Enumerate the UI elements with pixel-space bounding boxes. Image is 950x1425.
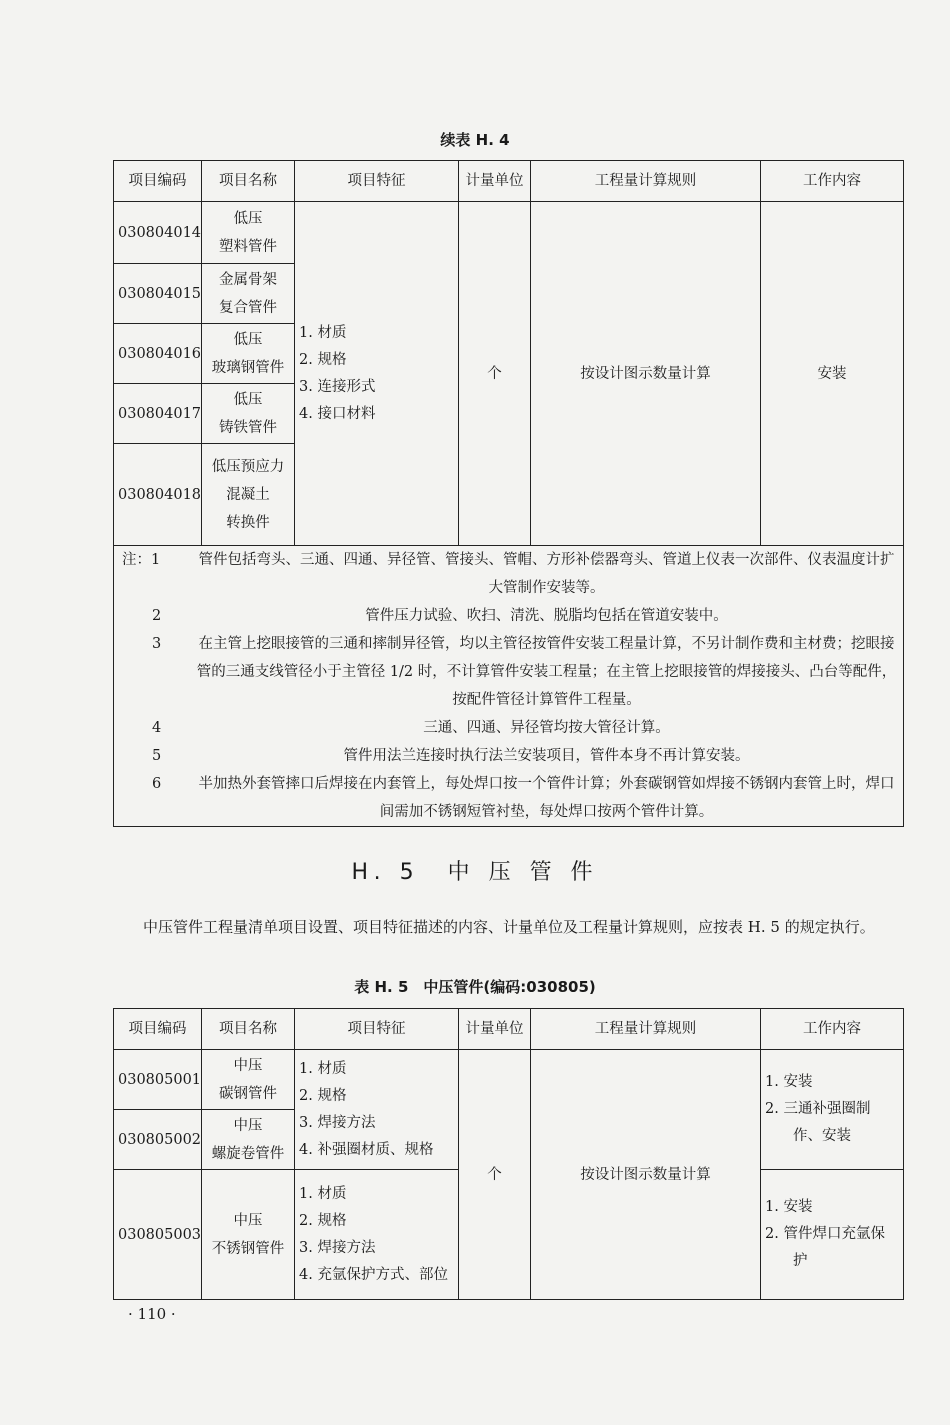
table-notes <box>114 546 904 827</box>
header-name: 项目名称 <box>202 161 295 202</box>
item-features: 1. 材质 2. 规格 3. 焊接方法 4. 充氩保护方式、部位 <box>295 1170 459 1300</box>
item-features: 1. 材质 2. 规格 3. 焊接方法 4. 补强圈材质、规格 <box>295 1050 459 1170</box>
table-row <box>114 202 904 264</box>
item-rule: 按设计图示数量计算 <box>531 1050 761 1300</box>
item-code: 030805001 <box>114 1050 202 1110</box>
item-name: 中压 螺旋卷管件 <box>202 1110 295 1170</box>
header-rule: 工程量计算规则 <box>531 1009 761 1050</box>
header-work: 工作内容 <box>761 161 904 202</box>
note-item: 2 管件压力试验、吹扫、清洗、脱脂均包括在管道安装中。 <box>152 608 728 624</box>
item-code: 030804017 <box>114 384 202 444</box>
item-name: 低压预应力 混凝土 转换件 <box>202 444 295 546</box>
item-work: 1. 安装 2. 管件焊口充氩保护 <box>761 1170 904 1300</box>
note-item: 4 三通、四通、异径管均按大管径计算。 <box>152 720 670 736</box>
table-h4 <box>113 160 904 827</box>
header-features: 项目特征 <box>295 1009 459 1050</box>
item-code: 030805003 <box>114 1170 202 1300</box>
item-code: 030804018 <box>114 444 202 546</box>
item-work: 安装 <box>761 202 904 546</box>
header-unit: 计量单位 <box>459 161 531 202</box>
header-code: 项目编码 <box>114 161 202 202</box>
note-item: 注：1 管件包括弯头、三通、四通、异径管、管接头、管帽、方形补偿器弯头、管道上仪表一次部件、仪表温度计扩大管制作安装等。 <box>122 552 895 596</box>
table-h5 <box>113 1008 904 1300</box>
header-features: 项目特征 <box>295 161 459 202</box>
item-name: 低压 铸铁管件 <box>202 384 295 444</box>
item-name: 低压 塑料管件 <box>202 202 295 264</box>
header-name: 项目名称 <box>202 1009 295 1050</box>
item-unit: 个 <box>459 202 531 546</box>
header-code: 项目编码 <box>114 1009 202 1050</box>
section-h5-paragraph: 中压管件工程量清单项目设置、项目特征描述的内容、计量单位及工程量计算规则，应按表 H. 5 的规定执行。 <box>143 918 875 936</box>
item-code: 030805002 <box>114 1110 202 1170</box>
item-unit: 个 <box>459 1050 531 1300</box>
item-features: 1. 材质 2. 规格 3. 连接形式 4. 接口材料 <box>295 202 459 546</box>
note-item: 3 在主管上挖眼接管的三通和摔制异径管，均以主管径按管件安装工程量计算，不另计制作费和主材费；挖眼接管的三通支线管径小于主管径 1/2 时，不计算管件安装工程量；在主管上挖眼接管的焊接接头、凸台等配件，按配件管径计算管件工程量。 <box>152 636 897 708</box>
table-row <box>114 1050 904 1110</box>
header-work: 工作内容 <box>761 1009 904 1050</box>
header-unit: 计量单位 <box>459 1009 531 1050</box>
item-work: 1. 安装 2. 三通补强圈制作、安装 <box>761 1050 904 1170</box>
table-h5-caption: 表 H. 5 中压管件(编码:030805) <box>354 978 596 996</box>
item-name: 中压 不锈钢管件 <box>202 1170 295 1300</box>
item-rule: 按设计图示数量计算 <box>531 202 761 546</box>
item-code: 030804015 <box>114 264 202 324</box>
item-name: 低压 玻璃钢管件 <box>202 324 295 384</box>
section-h5-title: H. 5 中 压 管 件 <box>351 860 599 885</box>
item-name: 中压 碳钢管件 <box>202 1050 295 1110</box>
item-code: 030804014 <box>114 202 202 264</box>
note-item: 6 半加热外套管摔口后焊接在内套管上，每处焊口按一个管件计算；外套碳钢管如焊接不锈钢内套管上时，焊口间需加不锈钢短管衬垫，每处焊口按两个管件计算。 <box>152 776 895 820</box>
table-h4-caption: 续表 H. 4 <box>440 131 510 149</box>
item-name: 金属骨架 复合管件 <box>202 264 295 324</box>
header-rule: 工程量计算规则 <box>531 161 761 202</box>
page-number: · 110 · <box>128 1305 176 1323</box>
note-item: 5 管件用法兰连接时执行法兰安装项目，管件本身不再计算安装。 <box>152 748 750 764</box>
item-code: 030804016 <box>114 324 202 384</box>
